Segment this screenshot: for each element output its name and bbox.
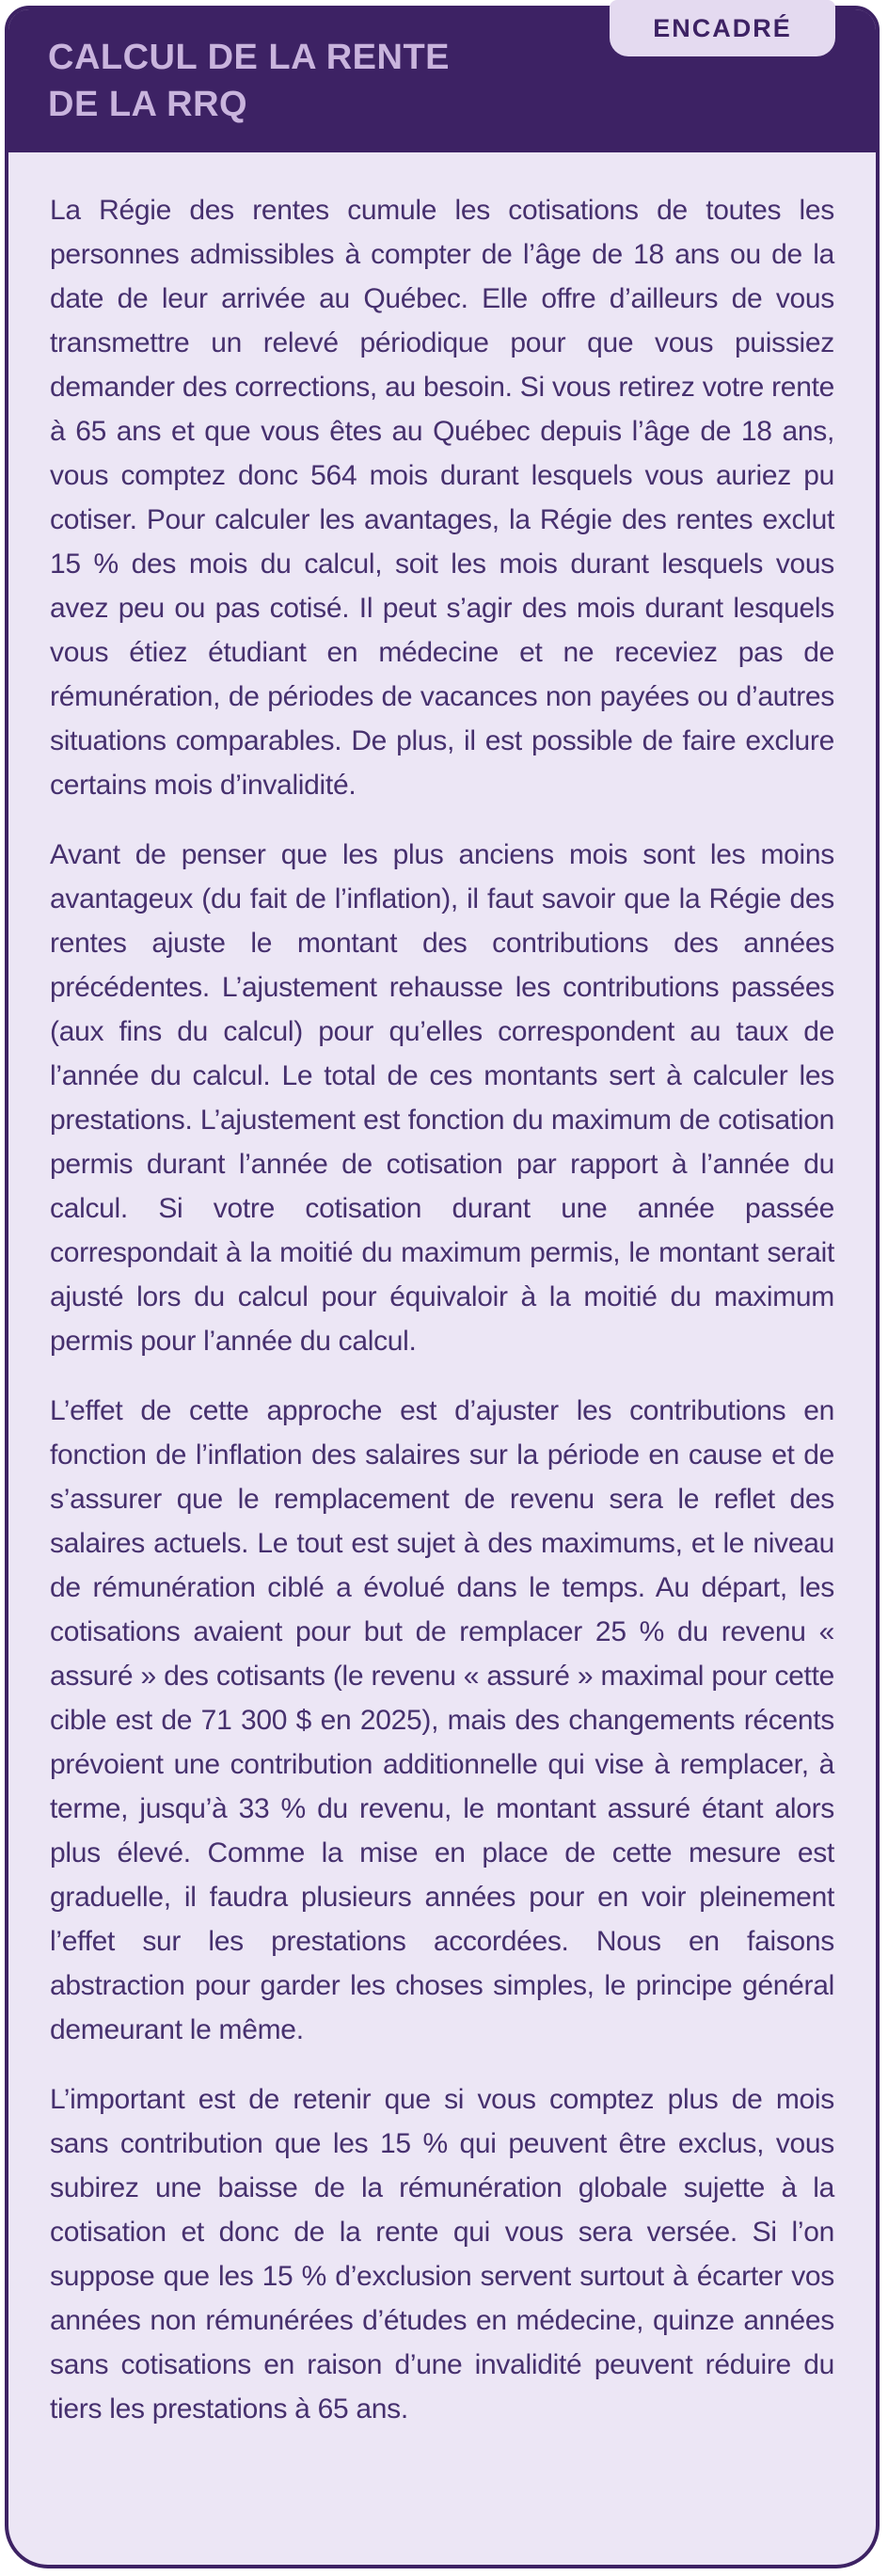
paragraph-3: L’effet de cette approche est d’ajuster les contributions en fonction de l’inflation des salaires sur la période en cause et de s’assurer que le remplacement de revenu sera le reflet des salaires actuels. Le tout est sujet à des maximums, et le niveau de rémunération ciblé a évolué dans le temps. Au départ, les cotisations avaient pour but de remplacer 25 % du revenu « assuré » des cotisants (le revenu « assuré » maximal pour cette cible est de 71 300 $ en 2025), mais des changements récents prévoient une contribution additionnelle qui vise à remplacer, à terme, jusqu’à 33 % du revenu, le montant assuré étant alors plus élevé. Comme la mise en place de cette mesure est graduelle, il faudra plusieurs années pour en voir pleinement l’effet sur les prestations accordées. Nous en faisons abstraction pour garder les choses simples, le principe général demeurant le même. [50,1395,834,2045]
card-title-line2: DE LA RRQ [48,85,248,124]
paragraph-1: La Régie des rentes cumule les cotisations de toutes les personnes admissibles à compter de l’âge de 18 ans ou de la date de leur arrivée au Québec. Elle offre d’ailleurs de vous transmettre un relevé périodique pour que vous puissiez demander des corrections, au besoin. Si vous retirez votre rente à 65 ans et que vous êtes au Québec depuis l’âge de 18 ans, vous comptez donc 564 mois durant lesquels vous auriez pu cotiser. Pour calculer les avantages, la Régie des rentes exclut 15 % des mois du calcul, soit les mois durant lesquels vous avez peu ou pas cotisé. Il peut s’agir des mois durant lesquels vous étiez étudiant en médecine et ne receviez pas de rémunération, de périodes de vacances non payées ou d’autres situations comparables. De plus, il est possible de faire exclure certains mois d’invalidité. [50,195,834,801]
encadre-card [5,6,880,2568]
encadre-badge: ENCADRÉ [610,0,835,56]
card-title-line1: CALCUL DE LA RENTE [48,38,450,77]
card-body [8,152,876,2459]
paragraph-2: Avant de penser que les plus anciens mois sont les moins avantageux (du fait de l’inflation), il faut savoir que la Régie des rentes ajuste le montant des contributions des années précédentes. L’ajustement rehausse les contributions passées (aux fins du calcul) pour qu’elles correspondent au taux de l’année du calcul. Le total de ces montants sert à calculer les prestations. L’ajustement est fonction du maximum de cotisation permis durant l’année de cotisation par rapport à l’année du calcul. Si votre cotisation durant une année passée correspondait à la moitié du maximum permis, le montant serait ajusté lors du calcul pour équivaloir à la moitié du maximum permis pour l’année du calcul. [50,839,834,1357]
paragraph-4: L’important est de retenir que si vous comptez plus de mois sans contribution que les 15 % qui peuvent être exclus, vous subirez une baisse de la rémunération globale sujette à la cotisation et donc de la rente qui vous sera versée. Si l’on suppose que les 15 % d’exclusion servent surtout à écarter vos années non rémunérées d’études en médecine, quinze années sans cotisations en raison d’une invalidité peuvent réduire du tiers les prestations à 65 ans. [50,2084,834,2425]
